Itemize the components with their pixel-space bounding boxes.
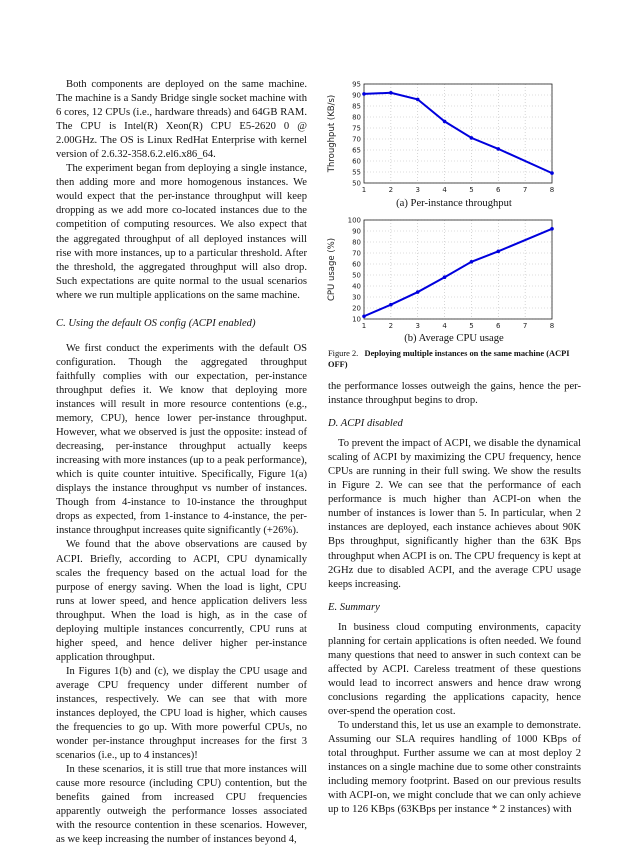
svg-text:50: 50: [352, 271, 361, 280]
svg-text:70: 70: [352, 135, 361, 144]
svg-text:2: 2: [388, 322, 394, 330]
svg-text:8: 8: [549, 186, 555, 194]
svg-text:50: 50: [352, 179, 361, 188]
svg-text:95: 95: [352, 80, 361, 89]
svg-text:60: 60: [352, 157, 361, 166]
chart-cpu-usage: [322, 216, 572, 332]
svg-text:70: 70: [352, 249, 361, 258]
svg-text:75: 75: [352, 124, 361, 133]
paragraph: In business cloud computing environments, capacity planning for certain applications is often needed. We found many questions that need to answer in such context can be affected by ACPI. Careless treatment of these questions would lead to incorrect answers and hence draw wrong conclusions regarding the applications capacity, hence over-spend the operation cost.: [328, 621, 581, 717]
svg-text:80: 80: [352, 238, 361, 247]
paragraph: The experiment began from deploying a single instance, then adding more and more homogenous instances. We would expect that the per-instance throughput will keep dropping as we add more co-located instances due to the competition of computing resources. We also expect that the aggregated throughput of all deployed instances will rise with more instances, up to a particular threshold. After the threshold, the aggregated throughput will also drop. Such expectations are quite normal to the usual scenarios where we run multiple applications on the same machine.: [56, 163, 307, 301]
svg-text:CPU usage (%): CPU usage (%): [327, 237, 337, 302]
svg-text:7: 7: [522, 186, 528, 194]
svg-text:65: 65: [352, 146, 361, 155]
svg-text:7: 7: [522, 322, 528, 330]
chart-throughput: [322, 80, 572, 196]
svg-text:Throughput (KB/s): Throughput (KB/s): [327, 94, 337, 173]
paragraph: In Figures 1(b) and (c), we display the CPU usage and average CPU frequency under different number of instances, respectively. We can see that with more instances deployed, the CPU load is higher, which causes the frequencies to go up. With more powerful CPUs, no wonder per-instance throughput increases for the first 3 scenarios (i.e., up to 4 instances)!: [56, 665, 307, 762]
svg-text:80: 80: [352, 113, 361, 122]
svg-text:6: 6: [496, 186, 501, 194]
svg-text:4: 4: [442, 322, 447, 330]
paragraph: Both components are deployed on the same machine. The machine is a Sandy Bridge single socket machine with 6 cores, 12 CPUs (i.e., hardware threads) and 64GB RAM. The CPU is Intel(R) Xeon(R) CPU E5-2620 0 @ 2.00GHz. The OS is Linux RedHat Enterprise with kernel version of 2.6.32-358.6.2.el6.x86_64.: [56, 79, 307, 161]
paragraph: We found that the above observations are caused by ACPI. Briefly, according to ACPI, CPU dynamically scales the frequency based on the actual load for the purpose of energy saving. When the load is light, CPU runs at lower speed, and hence application delivers less throughput. When the load is high, as in the case of deploying multiple instances concurrently, CPU runs at higher speed, and hence deliver higher per-instance application throughput.: [56, 539, 307, 663]
svg-text:1: 1: [361, 186, 367, 194]
svg-text:85: 85: [352, 102, 361, 111]
svg-text:20: 20: [352, 304, 361, 313]
paragraph: To prevent the impact of ACPI, we disable the dynamical scaling of ACPI by maximizing the CPU frequency, hence CPUs are running in their full swing. We show the results in Figure 2. We can see that the performance of each performance is much higher than ACPI-on when the number of instances is lower than 5. In particular, when 2 instances are deployed, each instance achieves about 90K Bps throughput, significantly higher than the 63K Bps throughput when ACPI is on. The CPU frequency is kept at 2GHz due to disabled ACPI, and the average CPU usage keeps increasing.: [328, 438, 581, 590]
figure-caption-text: Deploying multiple instances on the same machine (ACPI OFF): [328, 349, 570, 369]
svg-text:3: 3: [415, 322, 420, 330]
svg-text:5: 5: [469, 186, 474, 194]
left-column: [56, 78, 307, 847]
svg-text:90: 90: [352, 227, 361, 236]
subcaption-a: (a) Per-instance throughput: [396, 198, 512, 209]
svg-text:40: 40: [352, 282, 361, 291]
svg-text:55: 55: [352, 168, 361, 177]
svg-text:5: 5: [469, 322, 474, 330]
svg-text:2: 2: [388, 186, 394, 194]
paragraph: We first conduct the experiments with the default OS configuration. Though the aggregated throughput faithfully complies with our expectation, per-instance throughput defies it. We know that deploying more instances will result in more resource contentions (e.g., memory, CPU), hence lower per-instance throughput. However, what we observed is just the opposite: instead of decreasing, per-instance throughput actually keeps increasing with more instances (up to a peak performance), which is quite counter intuitive. Specifically, Figure 1(a) displays the instance throughput vs number of instances. Though from 4-instance to 10-instance the throughput drops as expected, from 1-instance to 4-instance, the per-instance throughput increases quite significantly (+26%).: [56, 342, 307, 537]
svg-text:8: 8: [549, 322, 555, 330]
svg-text:30: 30: [352, 293, 361, 302]
section-heading-c: C. Using the default OS config (ACPI enabled): [56, 317, 256, 329]
svg-text:6: 6: [496, 322, 501, 330]
paragraph: the performance losses outweigh the gains, hence the per-instance throughput begins to drop.: [328, 381, 581, 407]
figure-caption: [328, 348, 581, 370]
section-heading-d: D. ACPI disabled: [328, 418, 403, 430]
paragraph: To understand this, let us use an example to demonstrate. Assuming our SLA requires handling of 1000 KBps of total throughput. Further assume we can at most deploy 2 instances on a single machine due to some other constraints including memory footprint. Based on our previous results with ACPI-on, we might conclude that we can only achieve up to 126 KBps (63KBps per instance * 2 instances) with: [328, 720, 581, 816]
svg-text:3: 3: [415, 186, 420, 194]
right-column: [328, 380, 581, 817]
svg-text:90: 90: [352, 91, 361, 100]
section-heading-e: E. Summary: [328, 601, 380, 613]
svg-text:100: 100: [347, 216, 361, 225]
figure-label: Figure 2.: [328, 349, 359, 358]
svg-text:4: 4: [442, 186, 447, 194]
svg-text:1: 1: [361, 322, 367, 330]
paragraph: In these scenarios, it is still true that more instances will cause more resource (including CPU) contention, but the benefits gained from increased CPU frequencies apparently outweigh the performance losses associated with the resource contention in these scenarios. However, as we keep increasing the number of instances beyond 4,: [56, 764, 307, 846]
svg-text:60: 60: [352, 260, 361, 269]
svg-text:10: 10: [352, 315, 361, 324]
subcaption-b: (b) Average CPU usage: [404, 333, 504, 344]
